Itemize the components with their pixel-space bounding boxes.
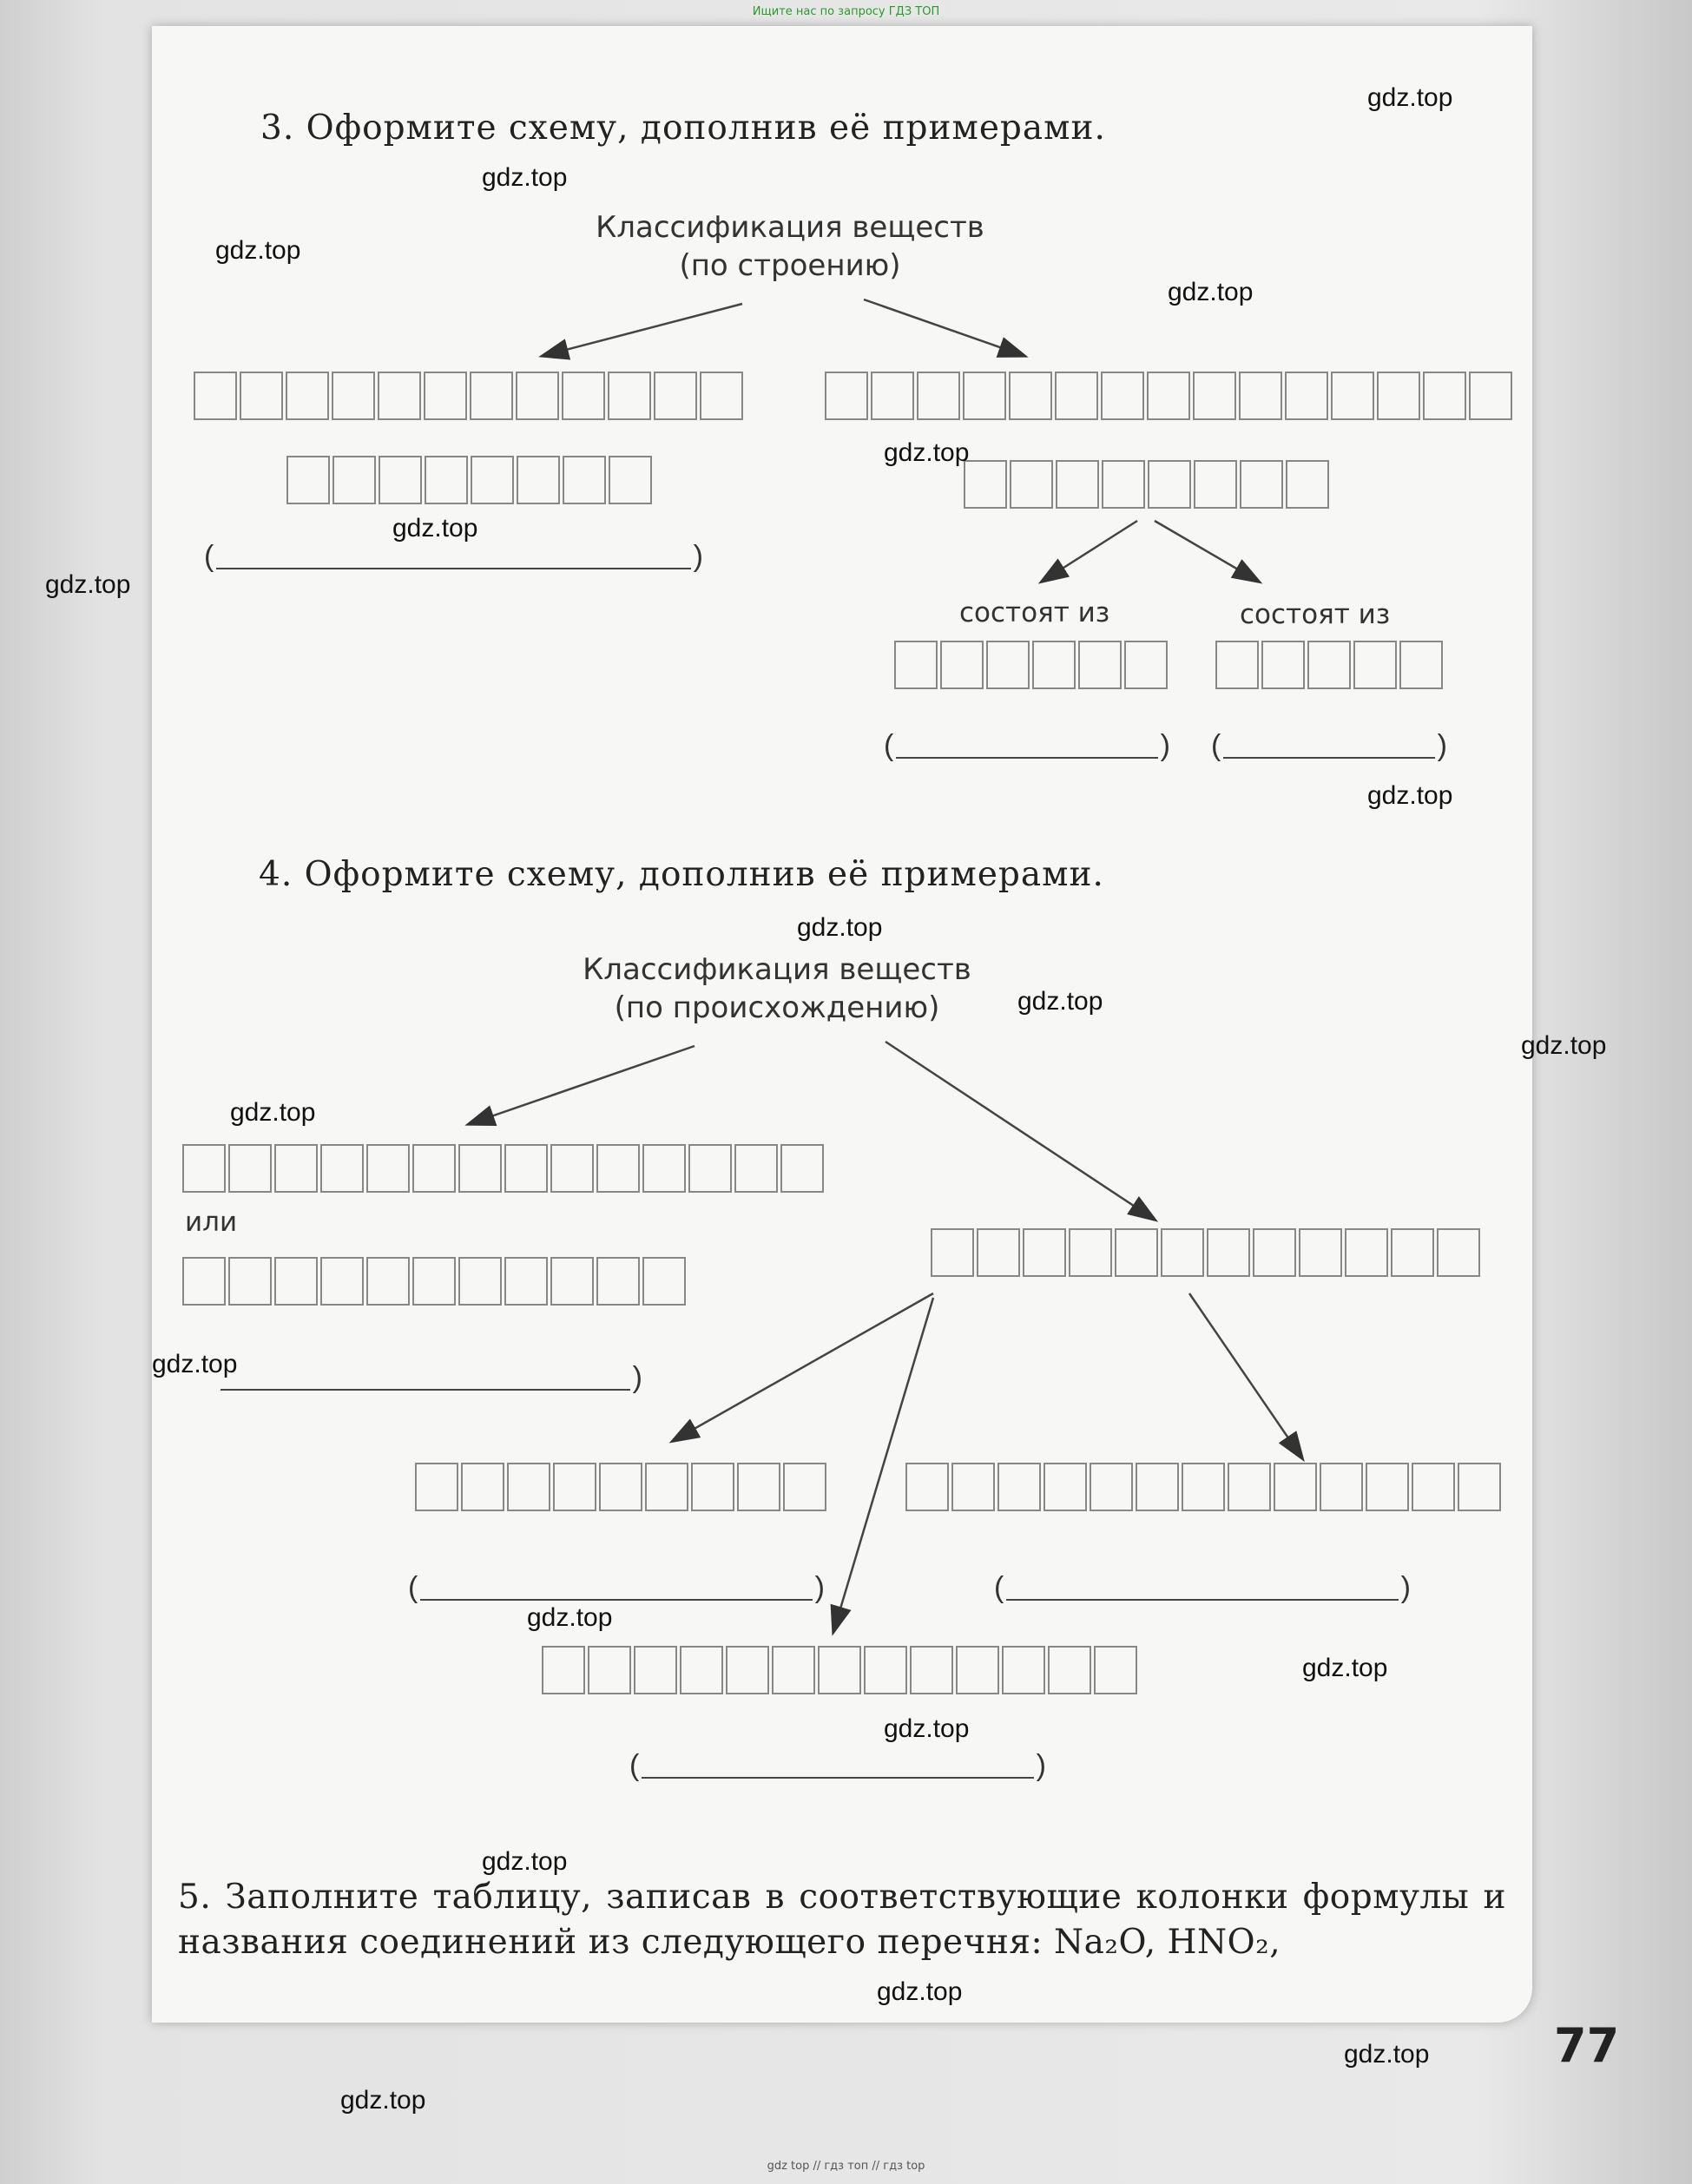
answer-cell[interactable] — [1090, 1463, 1133, 1511]
answer-cell[interactable] — [1331, 372, 1374, 420]
answer-cell[interactable] — [596, 1144, 640, 1193]
answer-cell[interactable] — [366, 1257, 410, 1306]
watermark: gdz.top — [1367, 83, 1453, 112]
answer-cell[interactable] — [182, 1144, 226, 1193]
answer-cell[interactable] — [1078, 641, 1122, 689]
t3-consist-left: состоят из — [959, 597, 1110, 628]
answer-cell[interactable] — [780, 1144, 824, 1193]
answer-cell[interactable] — [1286, 460, 1329, 509]
answer-cell[interactable] — [609, 456, 652, 504]
answer-cell[interactable] — [910, 1646, 953, 1694]
answer-cell[interactable] — [688, 1144, 732, 1193]
watermark: gdz.top — [392, 514, 478, 543]
arrow-t3-right — [864, 299, 1024, 356]
answer-cell[interactable] — [228, 1257, 272, 1306]
answer-cell[interactable] — [645, 1463, 688, 1511]
answer-cell[interactable] — [691, 1463, 734, 1511]
answer-cell[interactable] — [412, 1144, 456, 1193]
answer-cell[interactable] — [1215, 641, 1259, 689]
watermark: gdz.top — [45, 570, 131, 599]
answer-cell[interactable] — [1069, 1228, 1112, 1277]
watermark: gdz.top — [1302, 1654, 1388, 1682]
answer-cell[interactable] — [425, 456, 468, 504]
answer-cell[interactable] — [871, 372, 914, 420]
answer-cell[interactable] — [194, 372, 237, 420]
bottom-note: gdz top // гдз топ // гдз top — [767, 2160, 925, 2173]
arrow-t3-left — [543, 304, 742, 356]
task3-title-line2: (по строению) — [679, 248, 901, 283]
arrow-t3-sub-left — [1042, 521, 1137, 582]
answer-cell[interactable] — [1002, 1646, 1045, 1694]
t3-consist-right-cells[interactable] — [1215, 641, 1445, 689]
t4-sub-right-line[interactable]: ( ) — [994, 1571, 1411, 1604]
answer-cell[interactable] — [553, 1463, 596, 1511]
answer-cell[interactable] — [1124, 641, 1168, 689]
task4-title-line1: Классификация веществ — [583, 952, 971, 987]
answer-cell[interactable] — [1055, 372, 1098, 420]
answer-cell[interactable] — [542, 1646, 585, 1694]
watermark: gdz.top — [797, 913, 883, 942]
answer-cell[interactable] — [458, 1144, 502, 1193]
answer-cell[interactable] — [940, 641, 984, 689]
answer-cell[interactable] — [1399, 641, 1443, 689]
answer-cell[interactable] — [783, 1463, 826, 1511]
answer-cell[interactable] — [977, 1228, 1020, 1277]
answer-cell[interactable] — [1274, 1463, 1317, 1511]
answer-cell[interactable] — [228, 1144, 272, 1193]
watermark: gdz.top — [1521, 1031, 1607, 1060]
watermark: gdz.top — [215, 236, 301, 265]
answer-cell[interactable] — [332, 456, 376, 504]
answer-cell[interactable] — [608, 372, 651, 420]
task5-text: 5. Заполните таблицу, записав в соответствующие колонки формулы и названия соединений из следующего перечня: Na₂O, HNO₂, — [178, 1878, 1506, 1962]
watermark: gdz.top — [884, 438, 970, 467]
answer-cell[interactable] — [700, 372, 743, 420]
answer-cell[interactable] — [642, 1257, 686, 1306]
answer-cell[interactable] — [1458, 1463, 1501, 1511]
arrow-t4-left — [469, 1046, 695, 1124]
answer-cell[interactable] — [951, 1463, 995, 1511]
arrow-t4-sub-right — [1189, 1293, 1302, 1458]
answer-cell[interactable] — [825, 372, 868, 420]
t3-left-answer-line[interactable]: ( ) — [204, 540, 703, 573]
watermark: gdz.top — [340, 2086, 426, 2115]
answer-cell[interactable] — [415, 1463, 458, 1511]
answer-cell[interactable] — [772, 1646, 815, 1694]
task3-title-line1: Классификация веществ — [596, 210, 984, 245]
watermark: gdz.top — [1344, 2040, 1430, 2069]
answer-cell[interactable] — [1469, 372, 1512, 420]
answer-cell[interactable] — [997, 1463, 1041, 1511]
arrow-t3-sub-right — [1155, 521, 1259, 582]
answer-cell[interactable] — [379, 456, 422, 504]
answer-cell[interactable] — [654, 372, 697, 420]
answer-cell[interactable] — [1032, 641, 1076, 689]
t4-right-cells[interactable] — [931, 1228, 1483, 1277]
answer-cell[interactable] — [1240, 460, 1283, 509]
answer-cell[interactable] — [470, 372, 513, 420]
answer-cell[interactable] — [1115, 1228, 1158, 1277]
answer-cell[interactable] — [1412, 1463, 1455, 1511]
answer-cell[interactable] — [1194, 460, 1237, 509]
t4-sub-left-line[interactable]: ( ) — [408, 1571, 825, 1604]
answer-cell[interactable] — [963, 372, 1006, 420]
answer-cell[interactable] — [286, 456, 330, 504]
answer-cell[interactable] — [320, 1257, 364, 1306]
answer-cell[interactable] — [1182, 1463, 1225, 1511]
watermark: gdz.top — [884, 1714, 970, 1743]
answer-cell[interactable] — [550, 1257, 594, 1306]
answer-cell[interactable] — [1228, 1463, 1271, 1511]
answer-cell[interactable] — [642, 1144, 686, 1193]
answer-cell[interactable] — [1136, 1463, 1179, 1511]
answer-cell[interactable] — [1193, 372, 1236, 420]
answer-cell[interactable] — [864, 1646, 907, 1694]
answer-cell[interactable] — [274, 1257, 318, 1306]
t3-consist-right: состоят из — [1240, 599, 1391, 630]
task4-heading: 4. Оформите схему, дополнив её примерами. — [259, 855, 1104, 894]
answer-cell[interactable] — [1148, 460, 1191, 509]
task4-title — [543, 951, 1011, 1027]
answer-cell[interactable] — [599, 1463, 642, 1511]
answer-cell[interactable] — [471, 456, 514, 504]
answer-cell[interactable] — [563, 456, 606, 504]
watermark: gdz.top — [1367, 781, 1453, 810]
top-note: Ищите нас по запросу ГДЗ ТОП — [752, 5, 940, 18]
answer-cell[interactable] — [507, 1463, 550, 1511]
answer-cell[interactable] — [734, 1144, 778, 1193]
answer-cell[interactable] — [634, 1646, 677, 1694]
task3-heading: 3. Оформите схему, дополнив её примерами. — [260, 109, 1106, 148]
watermark: gdz.top — [1168, 278, 1254, 306]
watermark: gdz.top — [482, 163, 568, 192]
t4-sub-mid-line[interactable]: ( ) — [629, 1749, 1046, 1782]
watermark: gdz.top — [152, 1350, 238, 1378]
task4-title-line2: (по происхождению) — [614, 990, 940, 1025]
t3-right-cells[interactable] — [825, 372, 1515, 420]
answer-cell[interactable] — [931, 1228, 974, 1277]
answer-cell[interactable] — [1094, 1646, 1137, 1694]
answer-cell[interactable] — [1044, 1463, 1087, 1511]
watermark: gdz.top — [527, 1603, 613, 1632]
t4-sub-mid-cells[interactable] — [542, 1646, 1140, 1694]
answer-cell[interactable] — [286, 372, 329, 420]
answer-cell[interactable] — [1010, 460, 1053, 509]
answer-cell[interactable] — [424, 372, 467, 420]
answer-cell[interactable] — [986, 641, 1030, 689]
answer-cell[interactable] — [516, 372, 559, 420]
answer-cell[interactable] — [412, 1257, 456, 1306]
answer-cell[interactable] — [1423, 372, 1466, 420]
t4-sub-left-cells[interactable] — [415, 1463, 829, 1511]
answer-cell[interactable] — [1048, 1646, 1091, 1694]
t4-or-label: или — [185, 1207, 238, 1238]
watermark: gdz.top — [230, 1098, 316, 1127]
answer-cell[interactable] — [332, 372, 375, 420]
answer-cell[interactable] — [458, 1257, 502, 1306]
answer-cell[interactable] — [596, 1257, 640, 1306]
task3-title — [556, 208, 1024, 285]
answer-cell[interactable] — [1161, 1228, 1204, 1277]
t3-right-sub-cells[interactable] — [964, 460, 1332, 509]
page-number: 77 — [1554, 2018, 1620, 2073]
answer-cell[interactable] — [1147, 372, 1190, 420]
answer-cell[interactable] — [182, 1257, 226, 1306]
answer-cell[interactable] — [1253, 1228, 1296, 1277]
arrow-t4-sub-left — [673, 1293, 933, 1441]
t4-left-answer-line[interactable]: ) — [208, 1361, 642, 1396]
answer-cell[interactable] — [562, 372, 605, 420]
answer-cell[interactable] — [588, 1646, 631, 1694]
answer-cell[interactable] — [1353, 641, 1397, 689]
t3-consist-left-line[interactable]: ( ) — [884, 729, 1170, 762]
answer-cell[interactable] — [1377, 372, 1420, 420]
answer-cell[interactable] — [550, 1144, 594, 1193]
answer-cell[interactable] — [1239, 372, 1282, 420]
answer-cell[interactable] — [905, 1463, 949, 1511]
answer-cell[interactable] — [517, 456, 560, 504]
answer-cell[interactable] — [917, 372, 960, 420]
answer-cell[interactable] — [680, 1646, 723, 1694]
answer-cell[interactable] — [378, 372, 421, 420]
watermark: gdz.top — [1017, 987, 1103, 1016]
answer-cell[interactable] — [366, 1144, 410, 1193]
answer-cell[interactable] — [1102, 460, 1145, 509]
answer-cell[interactable] — [1299, 1228, 1342, 1277]
answer-cell[interactable] — [240, 372, 283, 420]
t3-left-cells[interactable] — [194, 372, 746, 420]
answer-cell[interactable] — [320, 1144, 364, 1193]
answer-cell[interactable] — [956, 1646, 999, 1694]
answer-cell[interactable] — [1366, 1463, 1409, 1511]
arrow-t4-right — [886, 1042, 1155, 1220]
t4-left-cells-2[interactable] — [182, 1257, 688, 1306]
answer-cell[interactable] — [1320, 1463, 1363, 1511]
answer-cell[interactable] — [504, 1144, 548, 1193]
answer-cell[interactable] — [1345, 1228, 1388, 1277]
answer-cell[interactable] — [1285, 372, 1328, 420]
watermark: gdz.top — [482, 1847, 568, 1876]
answer-cell[interactable] — [964, 460, 1007, 509]
answer-cell[interactable] — [1101, 372, 1144, 420]
watermark: gdz.top — [877, 1977, 963, 2006]
answer-cell[interactable] — [1391, 1228, 1434, 1277]
answer-cell[interactable] — [461, 1463, 504, 1511]
t3-consist-left-cells[interactable] — [894, 641, 1170, 689]
answer-cell[interactable] — [1009, 372, 1052, 420]
answer-cell[interactable] — [894, 641, 938, 689]
answer-cell[interactable] — [1023, 1228, 1066, 1277]
t3-left-sub-cells[interactable] — [286, 456, 655, 504]
answer-cell[interactable] — [1056, 460, 1099, 509]
answer-cell[interactable] — [1437, 1228, 1480, 1277]
t4-sub-right-cells[interactable] — [905, 1463, 1504, 1511]
answer-cell[interactable] — [818, 1646, 861, 1694]
answer-cell[interactable] — [1261, 641, 1305, 689]
answer-cell[interactable] — [737, 1463, 780, 1511]
answer-cell[interactable] — [726, 1646, 769, 1694]
answer-cell[interactable] — [1307, 641, 1351, 689]
t4-left-cells-1[interactable] — [182, 1144, 826, 1193]
t3-consist-right-line[interactable]: ( ) — [1211, 729, 1447, 762]
answer-cell[interactable] — [1207, 1228, 1250, 1277]
answer-cell[interactable] — [504, 1257, 548, 1306]
answer-cell[interactable] — [274, 1144, 318, 1193]
